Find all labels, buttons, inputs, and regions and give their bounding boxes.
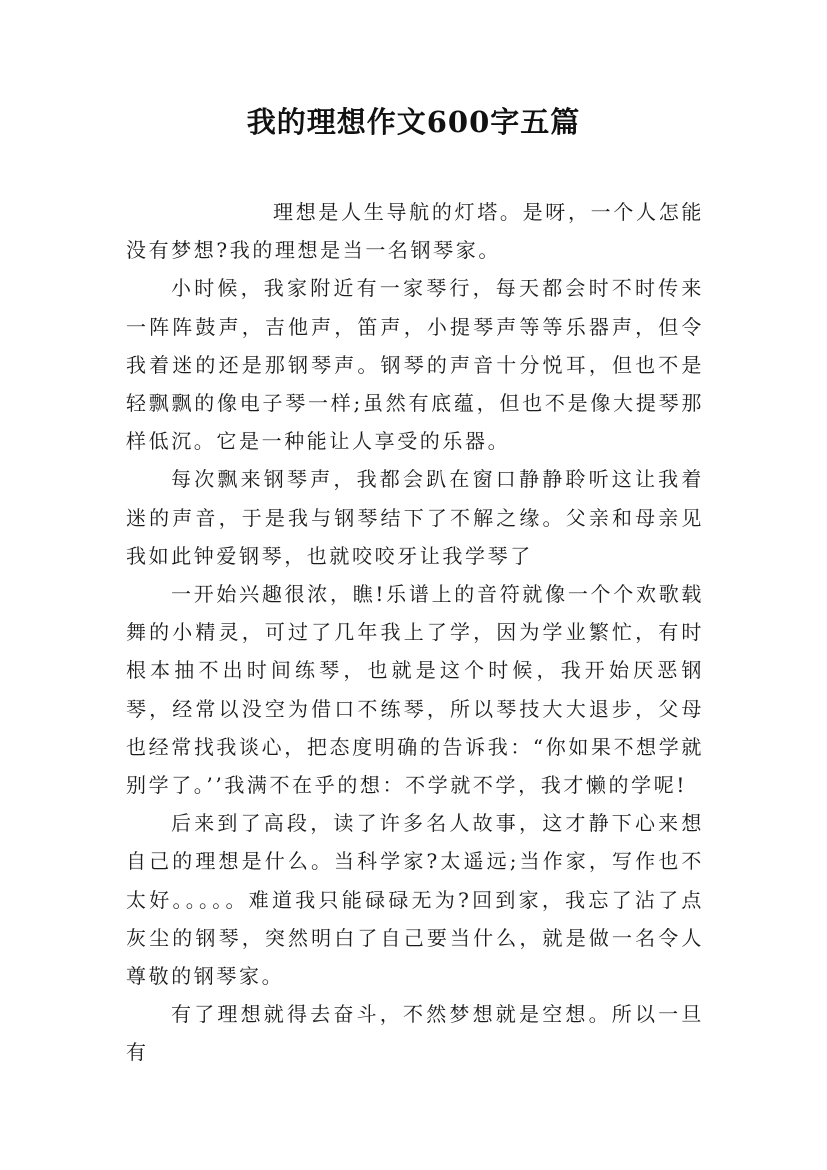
document-title: 我的理想作文600字五篇 bbox=[246, 105, 581, 139]
paragraph: 一开始兴趣很浓，瞧!乐谱上的音符就像一个个欢歌载舞的小精灵，可过了几年我上了学，因为学业繁忙，有时根本抽不出时间练琴，也就是这个时候，我开始厌恶钢琴，经常以没空为借口不练琴，所以琴技大大退步，父母也经常找我谈心，把态度明确的告诉我：“你如果不想学就别学了。’’我满不在乎的想：不学就不学，我才懒的学呢! bbox=[126, 582, 704, 798]
paragraph: 每次飘来钢琴声，我都会趴在窗口静静聆听这让我着迷的声音，于是我与钢琴结下了不解之缘。父亲和母亲见我如此钟爱钢琴，也就咬咬牙让我学琴了 bbox=[126, 467, 704, 568]
paragraph: 有了理想就得去奋斗，不然梦想就是空想。所以一旦有 bbox=[126, 1002, 704, 1065]
paragraph: 后来到了高段，读了许多名人故事，这才静下心来想自己的理想是什么。当科学家?太遥远;当作家，写作也不太好。。。。。难道我只能碌碌无为?回到家，我忘了沾了点灰尘的钢琴，突然明白了自己要当什么，就是做一名令人尊敬的钢琴家。 bbox=[126, 811, 704, 989]
paragraph: 理想是人生导航的灯塔。是呀，一个人怎能没有梦想?我的理想是当一名钢琴家。 bbox=[126, 200, 704, 263]
paragraph: 小时候，我家附近有一家琴行，每天都会时不时传来一阵阵鼓声，吉他声，笛声，小提琴声等等乐器声，但令我着迷的还是那钢琴声。钢琴的声音十分悦耳，但也不是轻飘飘的像电子琴一样;虽然有底蕴，但也不是像大提琴那样低沉。它是一种能让人享受的乐器。 bbox=[126, 276, 704, 454]
document-body bbox=[126, 193, 704, 1072]
